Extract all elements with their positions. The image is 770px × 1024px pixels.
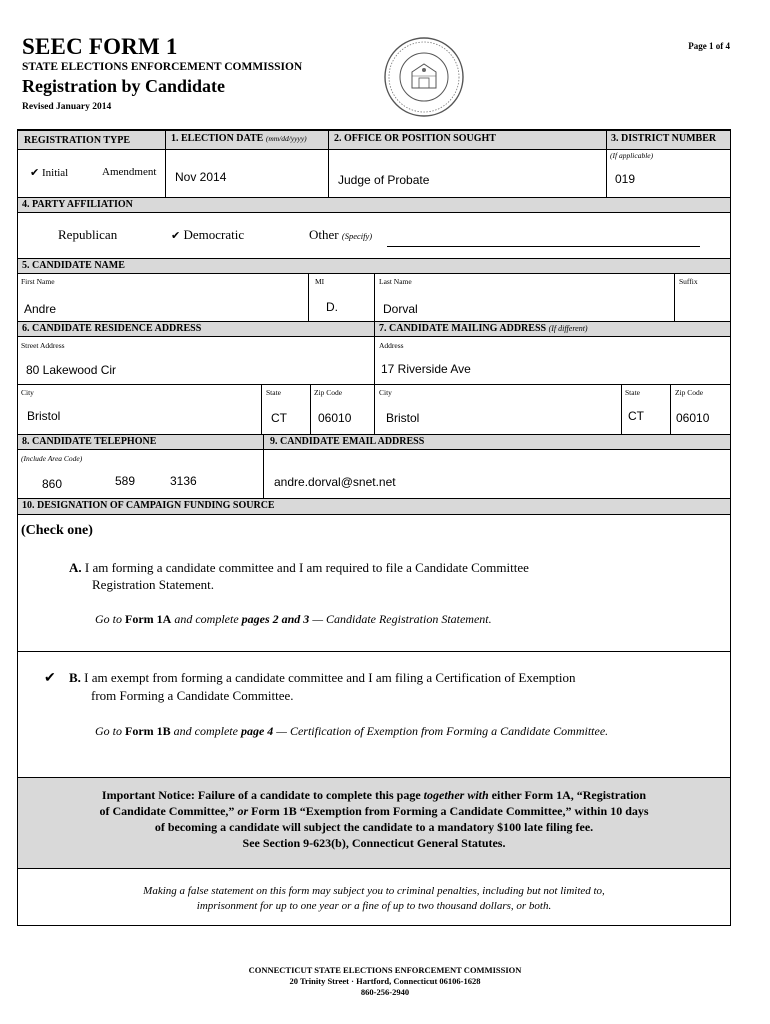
funding-header: 10. DESIGNATION OF CAMPAIGN FUNDING SOURCE xyxy=(18,498,730,515)
mi-field[interactable]: D. xyxy=(326,300,338,314)
other-option[interactable]: Other (Specify) xyxy=(309,227,373,242)
last-name-field[interactable]: Dorval xyxy=(383,302,418,316)
option-a-text-2: Registration Statement. xyxy=(92,577,215,592)
agency-name: STATE ELECTIONS ENFORCEMENT COMMISSION xyxy=(22,61,303,73)
form-name: Registration by Candidate xyxy=(22,76,226,96)
email-label: 9. CANDIDATE EMAIL ADDRESS xyxy=(270,436,425,447)
zip-field[interactable]: 06010 xyxy=(318,411,352,425)
page-number: Page 1 of 4 xyxy=(688,41,730,51)
telephone-label: 8. CANDIDATE TELEPHONE xyxy=(22,436,157,447)
mailing-city-label: City xyxy=(379,388,392,397)
email-field[interactable]: andre.dorval@snet.net xyxy=(274,475,396,489)
republican-option[interactable]: Republican xyxy=(58,227,118,242)
residence-address-label: 6. CANDIDATE RESIDENCE ADDRESS xyxy=(22,323,202,334)
last-name-label: Last Name xyxy=(379,277,412,286)
mailing-city-field[interactable]: Bristol xyxy=(386,411,420,425)
option-b-checkbox[interactable]: ✔ xyxy=(44,671,56,686)
first-name-label: First Name xyxy=(21,277,55,286)
mailing-address-field-label: Address xyxy=(379,341,404,350)
office-field[interactable]: Judge of Probate xyxy=(338,173,430,187)
district-label: 3. DISTRICT NUMBER xyxy=(611,133,717,144)
state-field[interactable]: CT xyxy=(271,411,287,425)
registration-form xyxy=(17,129,731,926)
mailing-zip-label: Zip Code xyxy=(675,388,704,397)
option-b-instructions: Go to Form 1B and complete page 4 — Certification of Exemption from Forming a Candidate Committee. xyxy=(95,724,609,738)
district-field[interactable]: 019 xyxy=(615,172,636,186)
state-label: State xyxy=(266,388,281,397)
footer-address: CONNECTICUT STATE ELECTIONS ENFORCEMENT COMMISSION 20 Trinity Street · Hartford, Connecticut 06106-1628 860-256-2940 xyxy=(248,965,522,997)
option-b-text[interactable]: B. I am exempt from forming a candidate committee and I am filing a Certification of Exemption xyxy=(69,670,576,685)
zip-label: Zip Code xyxy=(314,388,343,397)
phone-prefix-field[interactable]: 589 xyxy=(115,474,136,488)
city-label: City xyxy=(21,388,34,397)
district-hint: (If applicable) xyxy=(610,151,654,160)
mailing-zip-field[interactable]: 06010 xyxy=(676,411,710,425)
telephone-hint: (Include Area Code) xyxy=(21,454,83,463)
mailing-address-label: 7. CANDIDATE MAILING ADDRESS (If different) xyxy=(379,323,588,334)
street-address-field[interactable]: 80 Lakewood Cir xyxy=(26,363,117,377)
phone-line-field[interactable]: 3136 xyxy=(170,474,197,488)
mailing-state-field[interactable]: CT xyxy=(628,409,644,423)
election-date-label: 1. ELECTION DATE (mm/dd/yyyy) xyxy=(171,133,307,144)
mi-label: MI xyxy=(315,277,325,286)
important-notice: Important Notice: Failure of a candidate to complete this page together with either Form 1A, “Registration of Candidate Committee,” or Form 1B “Exemption from Forming a Candidate Committee,” within 10 days of becoming a candidate will subject the candidate to a mandatory $100 late filing fee. See Section 9-623(b), Connecticut General Statutes. xyxy=(18,777,730,869)
option-a-text[interactable]: A. I am forming a candidate committee and I am required to file a Candidate Committee xyxy=(69,560,529,575)
form-title: SEEC FORM 1 xyxy=(22,34,178,59)
check-icon: ✔ xyxy=(30,167,40,179)
first-name-field[interactable]: Andre xyxy=(24,302,57,316)
false-statement-warning: Making a false statement on this form may subject you to criminal penalties, including but not limited to, imprisonment for up to one year or a fine of up to two thousand dollars, or both. xyxy=(143,885,605,912)
party-affiliation-header: 4. PARTY AFFILIATION xyxy=(18,197,730,213)
democratic-option[interactable]: ✔ Democratic xyxy=(171,227,245,242)
option-b-text-2: from Forming a Candidate Committee. xyxy=(91,688,294,703)
amendment-checkbox[interactable]: Amendment xyxy=(102,166,157,178)
mailing-address-field[interactable]: 17 Riverside Ave xyxy=(381,362,471,376)
check-one-label: (Check one) xyxy=(21,523,93,538)
initial-checkbox[interactable]: ✔ Initial xyxy=(30,167,69,179)
street-address-label: Street Address xyxy=(21,341,65,350)
suffix-label: Suffix xyxy=(679,277,698,286)
phone-area-code-field[interactable]: 860 xyxy=(42,477,63,491)
revised-date: Revised January 2014 xyxy=(22,102,112,112)
election-date-field[interactable]: Nov 2014 xyxy=(175,170,227,184)
candidate-name-header: 5. CANDIDATE NAME xyxy=(18,258,730,274)
other-specify-line[interactable] xyxy=(387,246,700,247)
option-a-instructions: Go to Form 1A and complete pages 2 and 3 — Candidate Registration Statement. xyxy=(95,612,492,626)
office-label: 2. OFFICE OR POSITION SOUGHT xyxy=(334,133,496,144)
check-icon: ✔ xyxy=(171,230,181,242)
connecticut-state-elections-seal-icon xyxy=(383,36,465,118)
registration-type-label: REGISTRATION TYPE xyxy=(24,135,131,146)
mailing-state-label: State xyxy=(625,388,640,397)
city-field[interactable]: Bristol xyxy=(27,409,61,423)
